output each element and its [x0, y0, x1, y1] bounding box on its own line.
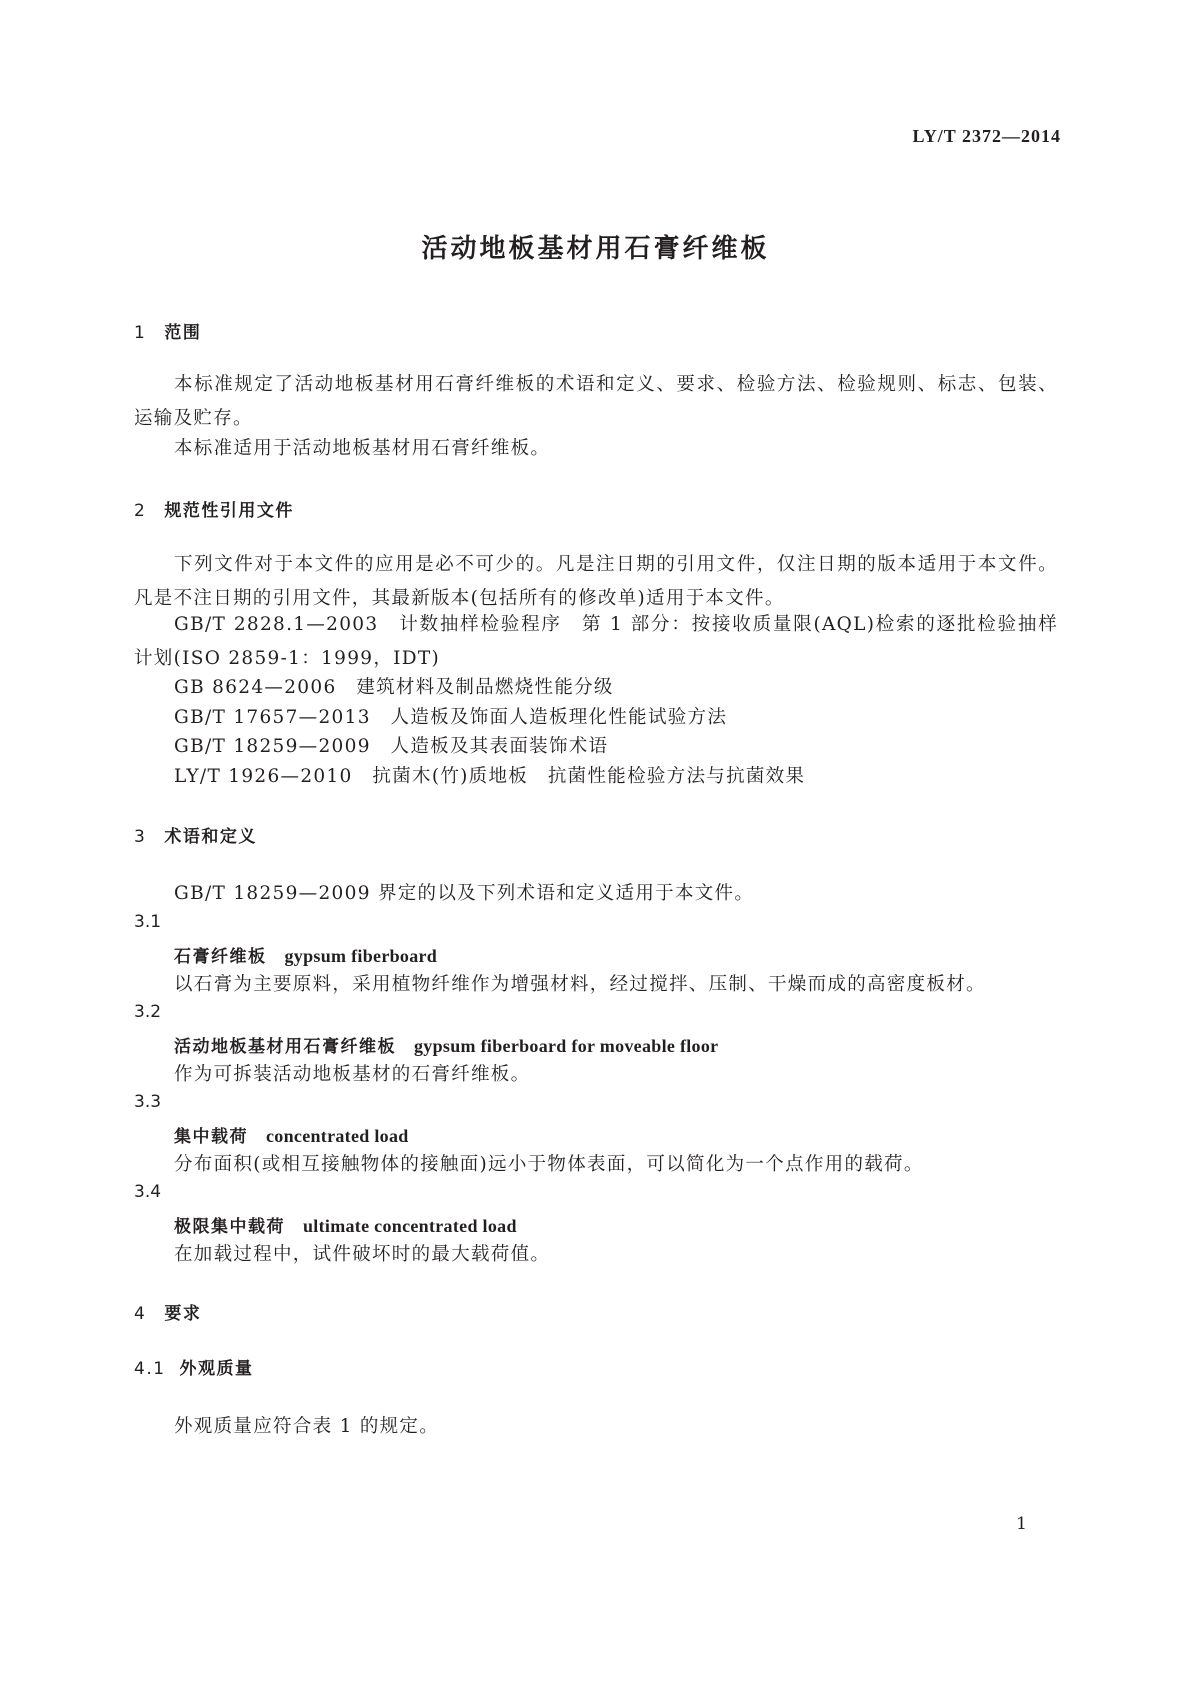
section-1-heading — [134, 318, 201, 343]
appearance-quality-text: 外观质量应符合表 1 的规定。 — [174, 1416, 440, 1437]
term-en: gypsum fiberboard — [284, 946, 438, 966]
term-definition: 以石膏为主要原料，采用植物纤维作为增强材料，经过搅拌、压制、干燥而成的高密度板材。 — [174, 974, 986, 995]
scope-paragraph-2: 本标准适用于活动地板基材用石膏纤维板。 — [174, 438, 551, 459]
page-number: 1 — [1016, 1514, 1027, 1534]
section-number: 4 — [134, 1304, 147, 1324]
term-en: gypsum fiberboard for moveable floor — [414, 1036, 719, 1056]
term-definition: 作为可拆装活动地板基材的石膏纤维板。 — [174, 1064, 531, 1085]
term-definition: 在加载过程中，试件破坏时的最大载荷值。 — [174, 1244, 551, 1265]
term-number: 3.2 — [134, 1002, 162, 1022]
terms-intro: GB/T 18259—2009 界定的以及下列术语和定义适用于本文件。 — [174, 883, 755, 904]
references-intro: 下列文件对于本文件的应用是必不可少的。凡是注日期的引用文件，仅注日期的版本适用于本文件。凡是不注日期的引用文件，其最新版本(包括所有的修改单)适用于本文件。 — [134, 554, 1058, 609]
document-title: 活动地板基材用石膏纤维板 — [421, 234, 770, 264]
section-title: 要求 — [164, 1304, 202, 1324]
reference-item: GB/T 2828.1—2003 计数抽样检验程序 第 1 部分：按接收质量限(AQL)检索的逐批检验抽样计划(ISO 2859-1：1999，IDT) — [134, 614, 1058, 669]
term-en: ultimate concentrated load — [303, 1216, 517, 1236]
scope-paragraph-1: 本标准规定了活动地板基材用石膏纤维板的术语和定义、要求、检验方法、检验规则、标志、包装、运输及贮存。 — [134, 374, 1058, 429]
standard-code: LY/T 2372—2014 — [912, 126, 1061, 146]
term-title — [174, 1122, 409, 1147]
term-title — [174, 942, 437, 967]
section-title: 外观质量 — [179, 1359, 254, 1379]
section-title: 规范性引用文件 — [164, 501, 294, 521]
section-title: 范围 — [164, 323, 202, 343]
section-4-heading — [134, 1299, 201, 1324]
term-en: concentrated load — [266, 1126, 409, 1146]
term-number: 3.3 — [134, 1092, 162, 1112]
reference-item: GB 8624—2006 建筑材料及制品燃烧性能分级 — [174, 677, 614, 698]
term-number: 3.1 — [134, 912, 162, 932]
term-zh: 石膏纤维板 — [174, 947, 267, 967]
subsection-4-1-heading — [134, 1354, 254, 1379]
section-number: 3 — [134, 827, 147, 847]
section-number: 1 — [134, 323, 147, 343]
section-3-heading — [134, 822, 257, 847]
section-number: 4.1 — [134, 1359, 166, 1379]
term-number: 3.4 — [134, 1182, 162, 1202]
term-definition: 分布面积(或相互接触物体的接触面)远小于物体表面，可以简化为一个点作用的载荷。 — [174, 1154, 924, 1175]
term-zh: 极限集中载荷 — [174, 1217, 285, 1237]
reference-item: GB/T 17657—2013 人造板及饰面人造板理化性能试验方法 — [174, 707, 728, 728]
term-zh: 活动地板基材用石膏纤维板 — [174, 1037, 396, 1057]
section-title: 术语和定义 — [164, 827, 257, 847]
term-title — [174, 1212, 517, 1237]
section-number: 2 — [134, 501, 147, 521]
term-zh: 集中载荷 — [174, 1127, 248, 1147]
reference-item: GB/T 18259—2009 人造板及其表面装饰术语 — [174, 736, 609, 757]
section-2-heading — [134, 496, 294, 521]
term-title — [174, 1032, 718, 1057]
reference-item: LY/T 1926—2010 抗菌木(竹)质地板 抗菌性能检验方法与抗菌效果 — [174, 766, 806, 787]
